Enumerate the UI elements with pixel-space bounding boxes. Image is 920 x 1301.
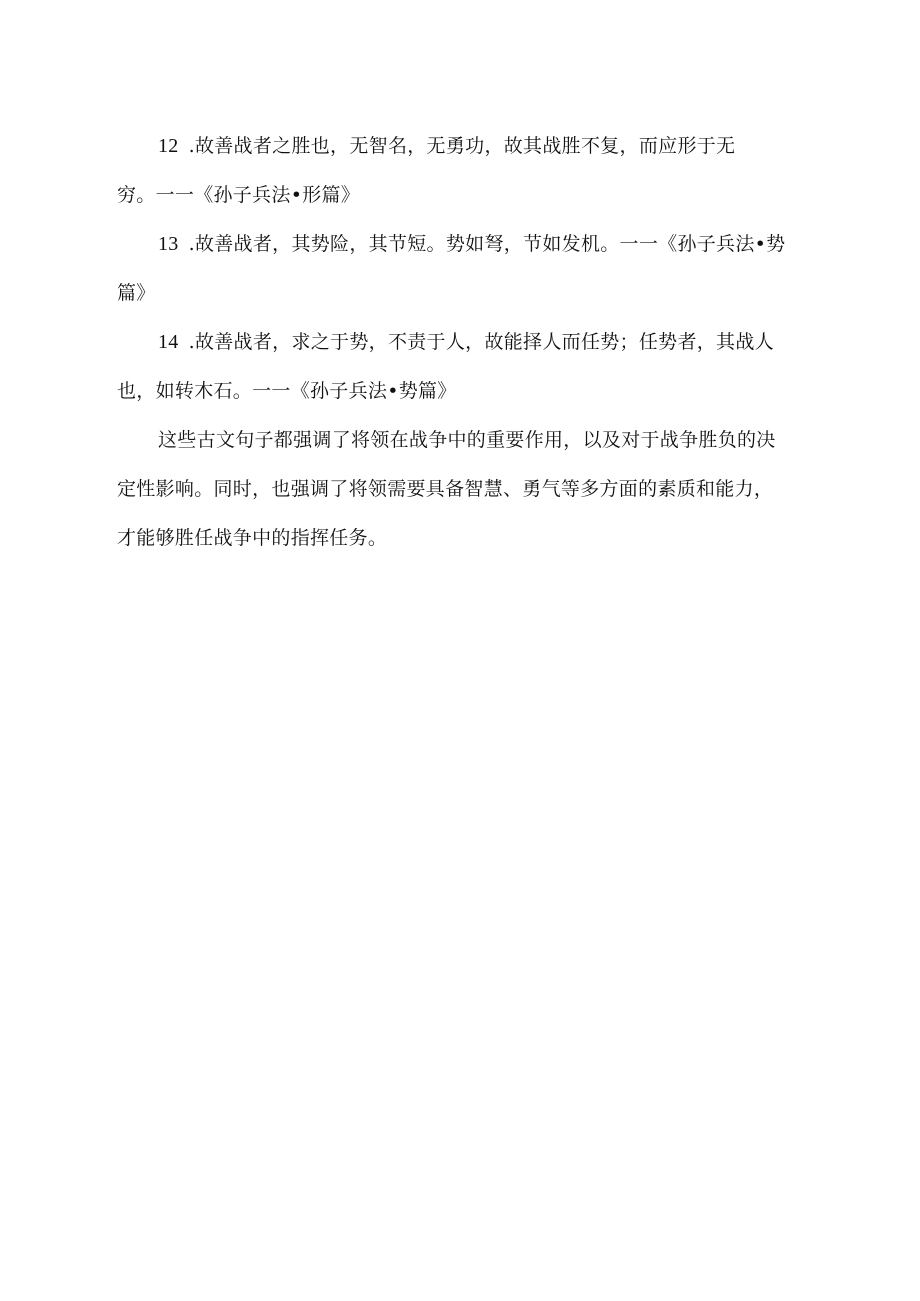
summary-line-2: 定性影响。同时，也强调了将领需要具备智慧、勇气等多方面的素质和能力， (117, 478, 774, 500)
quote-14-line-1 (117, 318, 807, 367)
summary-line-1: 这些古文句子都强调了将领在战争中的重要作用，以及对于战争胜负的决 (158, 429, 776, 451)
quote-12-line-2: 穷。一一《孙子兵法•形篇》 (117, 184, 361, 206)
quote-14-line-2: 也，如转木石。一一《孙子兵法•势篇》 (117, 380, 457, 402)
quote-13-number: 13 (158, 233, 179, 255)
summary-paragraph (117, 416, 807, 563)
quote-paragraph-14 (117, 318, 807, 416)
quote-12-line-1 (117, 122, 807, 171)
quote-paragraph-13 (117, 220, 807, 318)
quote-13-line-1 (117, 220, 807, 269)
quote-12-text-1: .故善战者之胜也，无智名，无勇功，故其战胜不复，而应形于无 (188, 135, 736, 157)
quote-13-line-2: 篇》 (117, 282, 156, 304)
quote-14-number: 14 (158, 331, 179, 353)
document-body (117, 122, 807, 563)
quote-13-text-1: .故善战者，其势险，其节短。势如弩，节如发机。一一《孙子兵法•势 (188, 233, 786, 255)
quote-12-number: 12 (158, 135, 179, 157)
quote-paragraph-12 (117, 122, 807, 220)
quote-14-text-1: .故善战者，求之于势，不责于人，故能择人而任势；任势者，其战人 (188, 331, 774, 353)
summary-line-3: 才能够胜任战争中的指挥任务。 (117, 527, 388, 549)
